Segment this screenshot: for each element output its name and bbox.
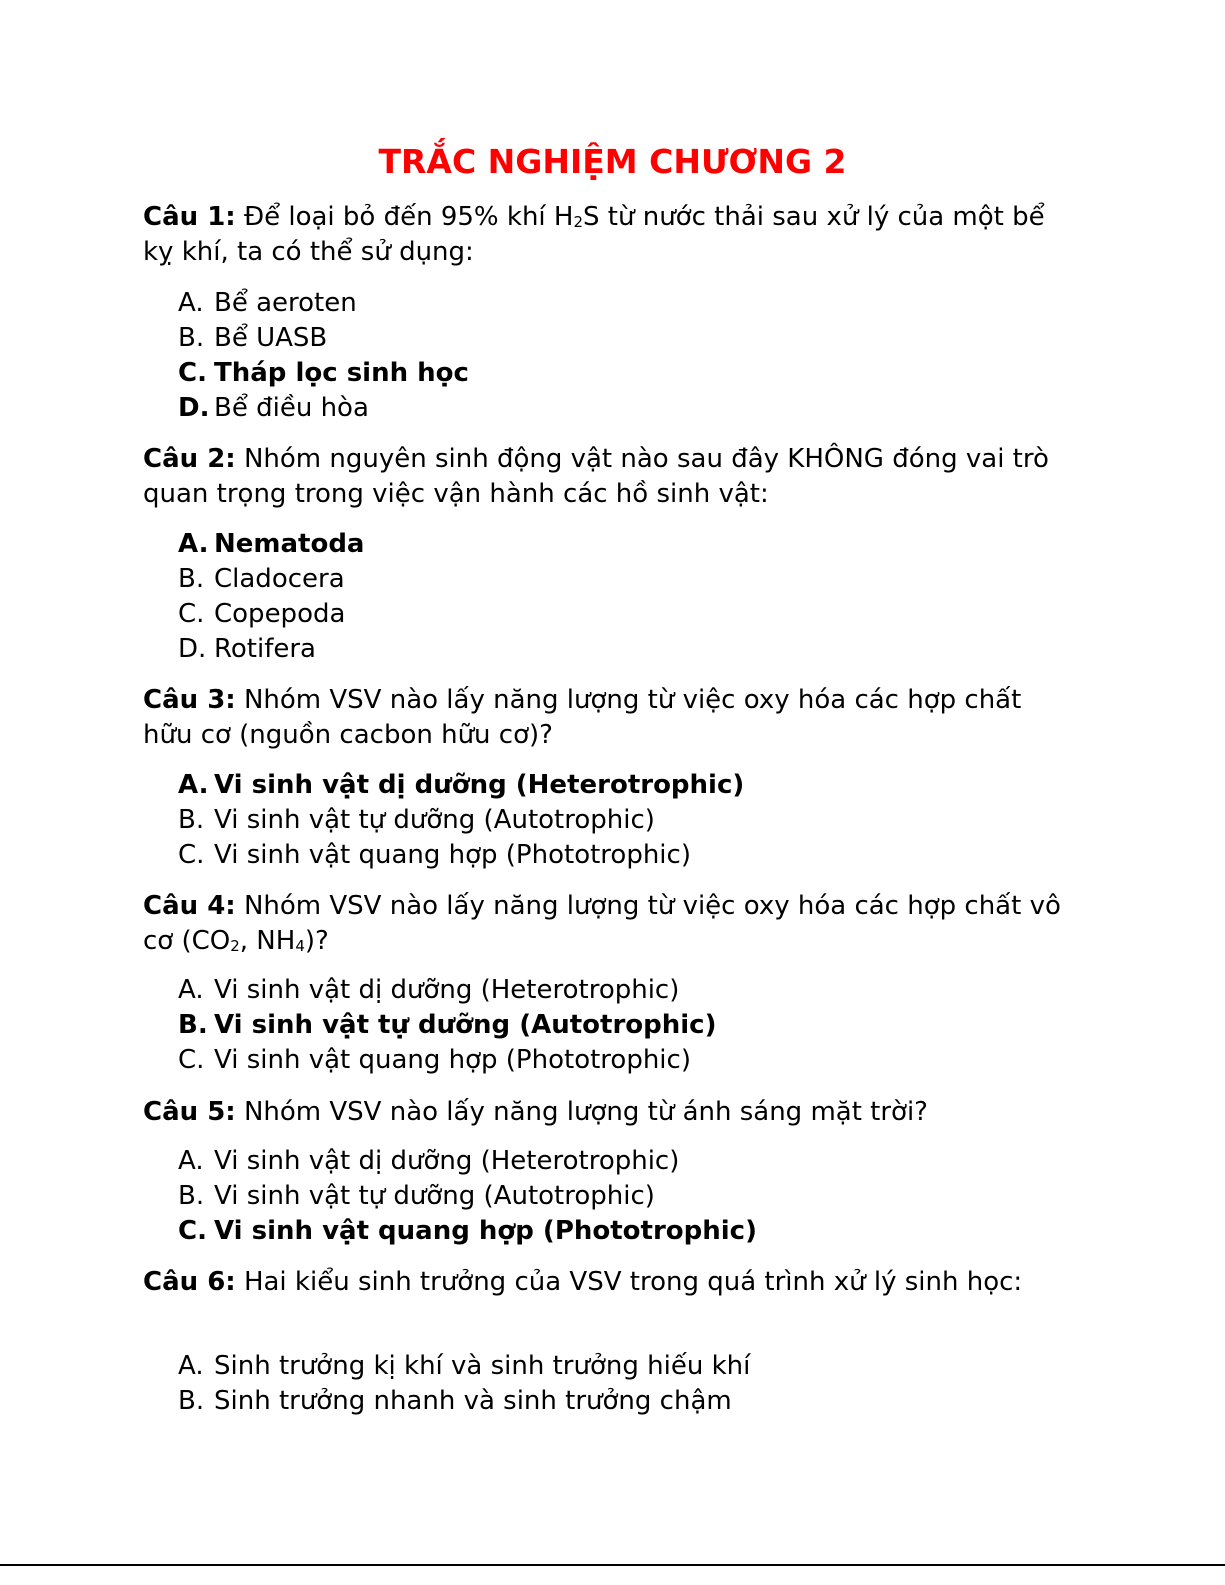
page-title: TRẮC NGHIỆM CHƯƠNG 2: [378, 142, 847, 181]
option-letter: C.: [178, 1045, 205, 1075]
question-6-text: Hai kiểu sinh trưởng của VSV trong quá trình xử lý sinh học:: [235, 1267, 1023, 1297]
option-text: Cladocera: [214, 564, 345, 594]
question-1: [143, 200, 1073, 270]
option-4c: [178, 1043, 1058, 1078]
question-2-text: Nhóm nguyên sinh động vật nào sau đây KHÔNG đóng vai trò quan trọng trong việc vận hành các hồ sinh vật:: [143, 444, 1049, 509]
option-letter: D.: [178, 634, 207, 664]
question-3-label: Câu 3:: [143, 685, 236, 715]
question-4-label: Câu 4:: [143, 891, 236, 921]
option-text: Vi sinh vật quang hợp (Phototrophic): [214, 1045, 691, 1075]
option-letter: B.: [178, 1010, 208, 1040]
question-3-text: Nhóm VSV nào lấy năng lượng từ việc oxy hóa các hợp chất hữu cơ (nguồn cacbon hữu cơ)?: [143, 685, 1022, 750]
option-text: Sinh trưởng nhanh và sinh trưởng chậm: [214, 1386, 732, 1416]
option-text: Copepoda: [214, 599, 346, 629]
question-6-options: [178, 1349, 1058, 1419]
option-1c-correct: [178, 356, 1058, 391]
option-letter: A.: [178, 1351, 204, 1381]
option-3c: [178, 838, 1058, 873]
option-5b: [178, 1179, 1058, 1214]
question-4-text-part: Nhóm VSV nào lấy năng lượng từ việc oxy hóa các hợp chất vô cơ (CO: [143, 891, 1061, 956]
option-2c: [178, 597, 1058, 632]
question-2-label: Câu 2:: [143, 444, 236, 474]
option-letter: A.: [178, 288, 204, 318]
option-text: Sinh trưởng kị khí và sinh trưởng hiếu khí: [214, 1351, 751, 1381]
option-text: Vi sinh vật tự dưỡng (Autotrophic): [214, 805, 655, 835]
option-4a: [178, 973, 1058, 1008]
option-text: Vi sinh vật quang hợp (Phototrophic): [214, 1216, 757, 1246]
subscript: 4: [295, 937, 305, 955]
question-4-text-part: , NH: [239, 926, 296, 956]
question-1-label: Câu 1:: [143, 202, 236, 232]
option-text: Bể điều hòa: [214, 393, 369, 423]
option-1b: [178, 321, 1058, 356]
option-letter: C.: [178, 840, 205, 870]
option-text: Bể aeroten: [214, 288, 357, 318]
option-text: Nematoda: [214, 529, 365, 559]
option-text: Vi sinh vật quang hợp (Phototrophic): [214, 840, 691, 870]
question-6: [143, 1265, 1073, 1300]
option-text: Bể UASB: [214, 323, 328, 353]
question-2-options: [178, 527, 1058, 667]
question-5-text: Nhóm VSV nào lấy năng lượng từ ánh sáng mặt trời?: [235, 1097, 928, 1127]
option-letter: C.: [178, 1216, 207, 1246]
option-text: Vi sinh vật tự dưỡng (Autotrophic): [214, 1181, 655, 1211]
option-text: Vi sinh vật dị dưỡng (Heterotrophic): [214, 1146, 680, 1176]
question-5: [143, 1095, 1073, 1130]
option-letter: C.: [178, 358, 207, 388]
subscript: 2: [573, 213, 584, 231]
option-2d: [178, 632, 1058, 667]
option-2b: [178, 562, 1058, 597]
option-3a-correct: [178, 768, 1058, 803]
option-letter: C.: [178, 599, 205, 629]
option-1d: [178, 391, 1058, 426]
option-letter: A.: [178, 770, 209, 800]
option-letter: A.: [178, 1146, 204, 1176]
option-text: Tháp lọc sinh học: [214, 358, 469, 388]
option-6b: [178, 1384, 1058, 1419]
question-4-options: [178, 973, 1058, 1078]
question-1-text-part: S từ nước thải sau xử lý của một bể kỵ khí, ta có thể sử dụng:: [143, 202, 1045, 267]
question-3: [143, 683, 1073, 753]
option-letter: B.: [178, 1386, 205, 1416]
option-4b-correct: [178, 1008, 1058, 1043]
option-3b: [178, 803, 1058, 838]
question-1-text-part: Để loại bỏ đến 95% khí H: [235, 202, 574, 232]
option-1a: [178, 286, 1058, 321]
question-3-options: [178, 768, 1058, 873]
option-letter: B.: [178, 323, 205, 353]
question-4-text-part: )?: [304, 926, 329, 956]
option-text: Vi sinh vật dị dưỡng (Heterotrophic): [214, 975, 680, 1005]
option-letter: B.: [178, 1181, 205, 1211]
question-4: [143, 889, 1073, 959]
question-6-label: Câu 6:: [143, 1267, 236, 1297]
question-1-options: [178, 286, 1058, 426]
page-bottom-rule: [0, 1564, 1225, 1566]
question-2: [143, 442, 1073, 512]
question-5-label: Câu 5:: [143, 1097, 236, 1127]
option-text: Vi sinh vật tự dưỡng (Autotrophic): [214, 1010, 717, 1040]
option-6a: [178, 1349, 1058, 1384]
option-letter: A.: [178, 975, 204, 1005]
option-letter: A.: [178, 529, 209, 559]
question-5-options: [178, 1144, 1058, 1249]
option-letter: B.: [178, 564, 205, 594]
option-5a: [178, 1144, 1058, 1179]
subscript: 2: [230, 937, 240, 955]
option-2a-correct: [178, 527, 1058, 562]
option-5c-correct: [178, 1214, 1058, 1249]
option-letter: B.: [178, 805, 205, 835]
option-text: Rotifera: [214, 634, 316, 664]
option-text: Vi sinh vật dị dưỡng (Heterotrophic): [214, 770, 745, 800]
option-letter: D.: [178, 393, 210, 423]
